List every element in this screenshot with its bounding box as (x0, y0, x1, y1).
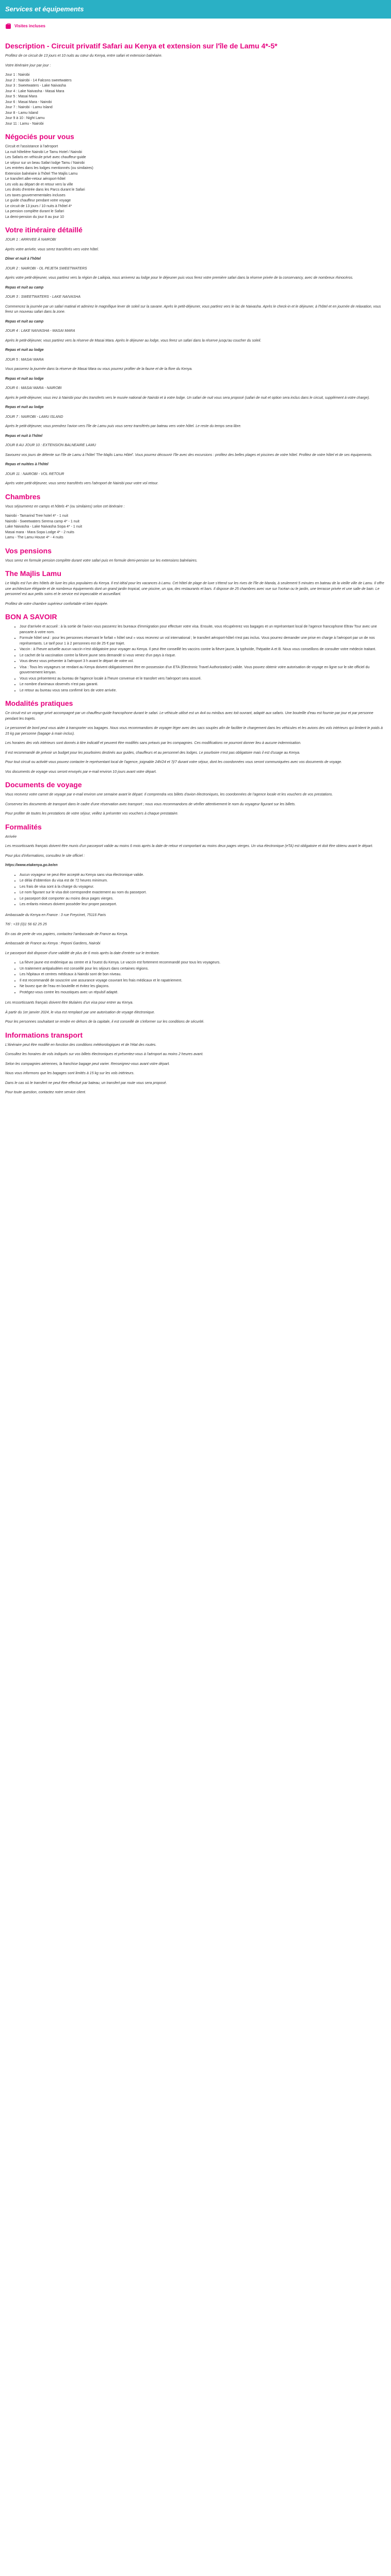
day-text: Après le petit-déjeuner, vous irez à Nairobi pour des transferts vers le musée national de Nairobi et à votre lodge. Un safari de nuit vous sera proposé (safari de nuit et option sera inclus dans le circuit, supplément à votre charge). (5, 396, 370, 400)
sante-item: • Ne buvez que de l'eau en bouteille et évitez les glaçons. (20, 984, 386, 990)
day-text: Savourez vos jours de détente sur l'île de Lamu à l'hôtel 'The Majlis Lamu Hôtel'. Vous pourrez découvrir l'île avec des excursions : profitez des belles plages et piscines de votre hôtel. Profitez de votre hôtel et de ses équipements. (5, 453, 372, 457)
day-item: Jour 8 - Lamu Island (5, 111, 38, 115)
day-note: Repas et nuit au camp (5, 285, 44, 290)
modalites-text: Il est recommandé de prévoir un budget pour les pourboires destinés aux guides, chauffeurs et au personnel des lodges. Le pourboire n'est pas obligatoire mais il est d'usage au Kenya. (5, 751, 300, 755)
itinerary-day (5, 266, 386, 291)
sante-text: Les ressortissants français doivent être titulaires d'un visa pour entrer au Kenya. (5, 1001, 134, 1005)
formalites-item: • Les enfants mineurs doivent posséder leur propre passeport. (20, 902, 386, 908)
itinerary-day (5, 415, 386, 439)
day-heading: JOUR 5 : MASAI MARA (5, 358, 44, 362)
day-heading: JOUR 4 : LAKE NAIVASHA - MASAI MARA (5, 329, 75, 333)
chambres-intro: Vous séjournerez en camps et hôtels 4* (ou similaires) selon cet itinéraire : (5, 504, 125, 509)
avoir-title: BON A SAVOIR (5, 613, 57, 621)
formalites-item: • Le passeport doit comporter au moins deux pages vierges. (20, 896, 386, 902)
sante-list (20, 960, 386, 995)
majlis-title: The Majlis Lamu (5, 569, 61, 578)
chambre-item: Lake Naivasha - Lake Naivasha Sopa 4* - 1 nuit (5, 525, 83, 529)
formalites-text: Ambassade du Kenya en France : 3 rue Freycinet, 75116 Paris (5, 913, 106, 917)
day-item: Jour 11 : Lamu - Nairobi (5, 122, 44, 126)
formalites-text: En cas de perte de vos papiers, contactez l'ambassade de France au Kenya. (5, 932, 128, 936)
program-title: Votre itinéraire jour par jour : (5, 63, 51, 67)
pensions-title: Vos pensions (5, 546, 52, 555)
documents-title: Documents de voyage (5, 781, 82, 789)
day-heading: JOUR 2 : NAIROBI - OL PEJETA SWEETWATERS (5, 266, 87, 270)
negotiate-item: Les droits d'entrée dans les Parcs durant le Safari (5, 188, 85, 192)
day-heading: JOUR 7 : NAIROBI - LAMU ISLAND (5, 415, 63, 419)
itinerary-day (5, 329, 386, 353)
formalites-text: Ambassade de France au Kenya : Peponi Gardens, Nairobi (5, 942, 101, 945)
bag-icon (5, 23, 11, 29)
negotiate-title: Négociés pour vous (5, 132, 74, 141)
description-content (0, 34, 391, 1110)
chambres-list (5, 514, 386, 541)
modalites-text: Pour tout circuit ou activité vous pouvez contacter le représentant local de l'agence, joignable 24h/24 et 7j/7 durant votre séjour, dont les coordonnées vous seront communiquées avec vos documents de voyage. (5, 760, 343, 764)
modalites-text: Le personnel de bord peut vous aider à transporter vos bagages. Nous vous recommandons de voyager léger avec des sacs souples afin de faciliter le chargement dans les véhicules et les avions des vols intérieurs qui limitent le poids à 15 kg par personne (bagage à main inclus). (5, 726, 383, 736)
day-list (5, 73, 386, 127)
tab-visites-incluses[interactable]: Visites incluses (14, 23, 45, 28)
transport-text: Nous vous informons que les bagages sont limités à 15 kg sur les vols intérieurs. (5, 1072, 135, 1075)
day-item: Jour 2 : Nairobi - 14 Falcons sweetwaters (5, 78, 72, 82)
formalites-item: • Le nom figurant sur le visa doit correspondre exactement au nom du passeport. (20, 890, 386, 896)
itinerary-day (5, 358, 386, 382)
itinerary-day (5, 295, 386, 325)
avoir-item: • Visa : Tous les voyageurs se rendant au Kenya doivent obligatoirement être en possession d'un ETA (Electronic Travel Authorization) valide. Vous pouvez obtenir votre autorisation de voyage en ligne sur le site officiel du gouvernement kenyan. (20, 665, 386, 676)
formalites-title: Formalités (5, 822, 42, 831)
day-item: Jour 5 : Masai Mara (5, 95, 37, 98)
majlis-text: Le Majlis est l'un des hôtels de luxe les plus populaires du Kenya. Il est idéal pour les vacances à Lamu. Cet hôtel de plage de luxe s'étend sur les rives de l'île de Manda, à seulement 5 minutes en bateau de la vieille ville de Lamu. Il offre une architecture élégante et de nombreux équipements dont un grand jardin tropical, une piscine, un spa, des restaurants et bars. Il dispose de 25 chambres avec vue sur l'océan ou le jardin, une terrasse privée et une salle de bain. Le personnel est aux petits soins et le service est impeccable et accueillant. (5, 582, 384, 596)
formalites-text: Le passeport doit disposer d'une validité de plus de 6 mois après la date d'entrée sur le territoire. (5, 951, 160, 955)
avoir-item: • Le retour au bureau vous sera confirmé lors de votre arrivée. (20, 688, 386, 694)
chambre-item: Lamu - The Lamu House 4* - 4 nuits (5, 536, 63, 539)
negotiate-item: Le circuit de 13 jours / 10 nuits à l'hôtel 4* (5, 204, 72, 208)
day-note: Repas et nuit au camp (5, 319, 44, 324)
avoir-item: • Vous vous présenterez au bureau de l'agence locale à l'heure convenue et le transfert vers l'aéroport sera assuré. (20, 676, 386, 682)
day-note: Repas et nuit à l'hôtel (5, 434, 43, 438)
modalites-text: Vos documents de voyage vous seront envoyés par e-mail environ 10 jours avant votre départ. (5, 770, 157, 774)
day-note: Repas et nuit au lodge (5, 405, 44, 409)
negotiate-item: Le séjour sur un beau Safari lodge Tamu / Nairobi (5, 161, 85, 165)
avoir-list (20, 624, 386, 693)
sante-item: • La fièvre jaune est endémique au centre et à l'ouest du Kenya. Le vaccin est fortement recommandé pour tous les voyageurs. (20, 960, 386, 966)
chambres-title: Chambres (5, 492, 41, 501)
day-note: Dîner et nuit à l'hôtel (5, 257, 41, 261)
sante-item: • Protégez-vous contre les moustiques avec un répulsif adapté. (20, 990, 386, 996)
negotiate-item: Extension balnéaire à l'hôtel The Majlis Lamu (5, 172, 78, 176)
formalites-sub: Arrivée (5, 835, 17, 839)
itinerary-day (5, 472, 386, 487)
day-heading: JOUR 11 : NAIROBI - VOL RETOUR (5, 472, 64, 476)
day-heading: JOUR 3 : SWEETWATERS - LAKE NAIVASHA (5, 295, 80, 299)
avoir-item: • Vous devez vous présenter à l'aéroport 3 h avant le départ de votre vol. (20, 659, 386, 665)
transport-title: Informations transport (5, 1030, 83, 1039)
formalites-item: • Aucun voyageur ne peut être accepté au Kenya sans visa électronique valide. (20, 873, 386, 878)
day-item: Jour 7 : Nairobi - Lamu Island (5, 106, 53, 109)
day-note: Repas et nuit au lodge (5, 377, 44, 381)
day-text: Après votre arrivée, vous serez transférés vers votre hôtel. (5, 247, 99, 251)
day-text: Commencez la journée par un safari matinal et admirez le magnifique lever de soleil sur la savane. Après le petit-déjeuner, vous partirez vers le lac de Naivasha. Après le check-in et le déjeuner, à l'hôtel et en journée de relaxation, vous ferez un nouveau safari dans la zone. (5, 304, 381, 314)
documents-text: Conservez les documents de transport dans le cadre d'une réservation avec transport ; nous vous recommandons de vérifier attentivement le nom du voyageur figurant sur les billets. (5, 802, 296, 806)
day-item: Jour 6 : Masai Mara - Nairobi (5, 100, 52, 104)
tab-bar (0, 19, 391, 34)
day-heading: JOUR 1 : ARRIVEE À NAIROBI (5, 238, 56, 242)
modalites-text: Ce circuit est un voyage privé accompagné par un chauffeur-guide francophone durant le safari. Le véhicule utilisé est un 4x4 ou minibus avec toit ouvrant, adapté aux safaris. Une bouteille d'eau est fournie par jour et par personne pendant les trajets. (5, 711, 373, 721)
modalites-text: Les horaires des vols intérieurs sont donnés à titre indicatif et peuvent être modifiés sans préavis par les compagnies. Ces modifications ne pourront donner lieu à aucune indemnisation. (5, 741, 301, 745)
page-title: Description - Circuit privatif Safari au Kenya et extension sur l'île de Lamu 4*-5* (5, 42, 278, 50)
documents-text: Vous recevrez votre carnet de voyage par e-mail environ une semaine avant le départ. Il comprendra vos billets d'avion électroniques, les coordonnées de l'agence locale et les vouchers de vos prestations. (5, 793, 333, 796)
formalites-link[interactable]: https://www.etakenya.go.ke/en (5, 863, 58, 867)
negotiate-item: Les Safaris en véhicule privé avec chauffeur-guide (5, 156, 86, 159)
pensions-text: Vous serez en formule pension complète durant votre safari puis en formule demi-pension sur les extensions balnéaires. (5, 558, 198, 563)
itinerary-title: Votre itinéraire détaillé (5, 226, 83, 234)
negotiate-item: Les taxes gouvernementales incluses (5, 193, 66, 197)
chambre-item: Masai mara - Mara Sopa Lodge 4* - 2 nuits (5, 530, 74, 534)
transport-text: Dans le cas où le transfert ne peut être effectué par bateau, un transfert par route vous sera proposé. (5, 1081, 167, 1085)
chambre-item: Nairobi - Sweetwaters Serena camp 4* - 1 nuit (5, 519, 79, 523)
sante-text: Pour les personnes souhaitant se rendre en dehors de la capitale, il est conseillé de s'informer sur les conditions de sécurité. (5, 1020, 205, 1024)
negotiate-item: La nuit hôtelière Nairobi Le Tamu Hotel / Nairobi (5, 150, 82, 154)
transport-text: L'itinéraire peut être modifié en fonction des conditions météorologiques et de l'état des routes. (5, 1043, 157, 1047)
day-text: Vous passerez la journée dans la réserve de Masai Mara ou vous pourrez profiter de la faune et de la flore du Kenya. (5, 367, 193, 371)
sante-item: • Il est recommandé de souscrire une assurance voyage couvrant les frais médicaux et le rapatriement. (20, 978, 386, 984)
day-item: Jour 3 : Sweetwaters - Lake Naivasha (5, 84, 66, 88)
sante-item: • Un traitement antipaludéen est conseillé pour les séjours dans certaines régions. (20, 967, 386, 972)
modalites-title: Modalités pratiques (5, 699, 73, 707)
day-text: Après le petit-déjeuner, vous partirez vers la réserve de Masai Mara. Après le déjeuner au lodge, vous ferez un safari dans la réserve jusqu'au coucher du soleil. (5, 338, 262, 343)
avoir-item: • Vaccin : à l'heure actuelle aucun vaccin n'est obligatoire pour voyager au Kenya. Il peut être conseillé les vaccins contre la fièvre jaune, la typhoïde, l'hépatite A et B. Nous vous conseillons de consulter votre médecin traitant. (20, 647, 386, 653)
transport-text: Pour toute question, contactez notre service client. (5, 1091, 86, 1094)
formalites-list (20, 873, 386, 908)
avoir-item: • Le nombre d'animaux observés n'est pas garanti. (20, 682, 386, 688)
day-heading: JOUR 6 : MASAI MARA - NAIROBI (5, 386, 62, 390)
formalites-item: • Le délai d'obtention du visa est de 72 heures minimum. (20, 878, 386, 884)
negotiate-item: La pension complète durant le Safari (5, 210, 64, 213)
documents-text: Pour profiter de toutes les prestations de votre séjour, veillez à présenter vos vouchers à chaque prestataire. (5, 812, 178, 816)
day-text: Après le petit-déjeuner, vous prendrez l'avion vers l'île de Lamu puis vous serez transférés par bateau vers votre hôtel. Le reste du temps sera libre. (5, 425, 241, 428)
intro-text: Profitez de ce circuit de 13 jours et 10 nuits au cœur du Kenya, entre safari et extension balnéaire. (5, 54, 162, 58)
negotiate-item: Le transfert aller-retour aéroport-hôtel (5, 177, 66, 181)
avoir-item: • Le cachet de la vaccination contre la fièvre jaune sera demandé si vous venez d'un pays à risque. (20, 653, 386, 659)
itinerary-day (5, 386, 386, 411)
formalites-text: Les ressortissants français doivent être munis d'un passeport valide au moins 6 mois après la date de retour et comportant au moins deux pages vierges. Un visa électronique (eTA) est obligatoire et doit être obtenu avant le départ. (5, 844, 373, 848)
avoir-item: • Formule hôtel seul : pour les personnes réservant le forfait « hôtel seul » vous recevrez un vol international ; le transfert aéroport-hôtel n'est pas inclus. Vous pourrez demander une prise en charge à l'aéroport par un de nos représentants. Le tarif pour 1 à 2 personnes est de 25 € par trajet. (20, 636, 386, 647)
day-note: Repas et nuit au lodge (5, 348, 44, 352)
itinerary-day (5, 238, 386, 262)
formalites-text: Pour plus d'informations, consultez le site officiel : (5, 854, 85, 858)
day-item: Jour 9 à 10 : Night Lamu (5, 116, 45, 120)
avoir-item: • Jour d'arrivée et accueil : à la sortie de l'avion vous passerez les bureaux d'immigration pour effectuer votre visa. Ensuite, vous récupérerez vos bagages et un représentant local de l'agence francophone Eltrav Tour avec une pancarte à votre nom. (20, 624, 386, 635)
formalites-item: • Les frais de visa sont à la charge du voyageur. (20, 885, 386, 890)
negotiate-item: Les entrées dans les lodges mentionnés (ou similaires) (5, 166, 93, 170)
chambre-item: Nairobi - Tamarind Tree hotel 4* - 1 nuit (5, 514, 69, 518)
sante-item: • Les hôpitaux et centres médicaux à Nairobi sont de bon niveau. (20, 972, 386, 978)
negotiate-item: La demi-pension du jour 8 au jour 10 (5, 215, 64, 219)
day-item: Jour 1 : Nairobi (5, 73, 30, 77)
negotiate-list (5, 144, 386, 220)
section-banner (0, 0, 391, 19)
day-item: Jour 4 : Lake Naivasha - Masai Mara (5, 89, 64, 93)
day-note: Repas et nuitées à l'hôtel (5, 463, 48, 466)
negotiate-item: Circuit et l'assistance à l'aéroport (5, 145, 58, 148)
formalites-text: Tél : +33 (0)1 56 62 25 25 (5, 923, 47, 926)
itinerary-day (5, 443, 386, 468)
negotiate-item: Les vols au départ de et retour vers la ville (5, 182, 73, 187)
transport-text: Consultez les horaires de vols indiqués sur vos billets électroniques et présentez-vous à l'aéroport au moins 2 heures avant. (5, 1053, 204, 1056)
day-text: Après votre petit-déjeuner, vous serez transférés vers l'aéroport de Nairobi pour votre vol retour. (5, 482, 159, 485)
transport-text: Selon les compagnies aériennes, la franchise bagage peut varier. Renseignez-vous avant votre départ. (5, 1062, 170, 1066)
negotiate-item: Le guide chauffeur pendant votre voyage (5, 199, 71, 202)
majlis-note: Profitez de votre chambre supérieur confortable et bien équipée. (5, 602, 108, 606)
day-text: Après votre petit-déjeuner, vous partirez vers la région de Laikipia, nous arriverez au lodge pour le déjeuner puis vous ferez votre première safari dans la réserve privée de la conservancy, avec de nombreux rhinocéros. (5, 276, 353, 280)
day-heading: JOUR 8 AU JOUR 10 : EXTENSION BALNEAIRE LAMU (5, 444, 96, 447)
banner-title: Services et équipements (5, 5, 84, 13)
sante-text: À partir du 1er janvier 2024, le visa est remplacé par une autorisation de voyage électronique. (5, 1010, 155, 1014)
